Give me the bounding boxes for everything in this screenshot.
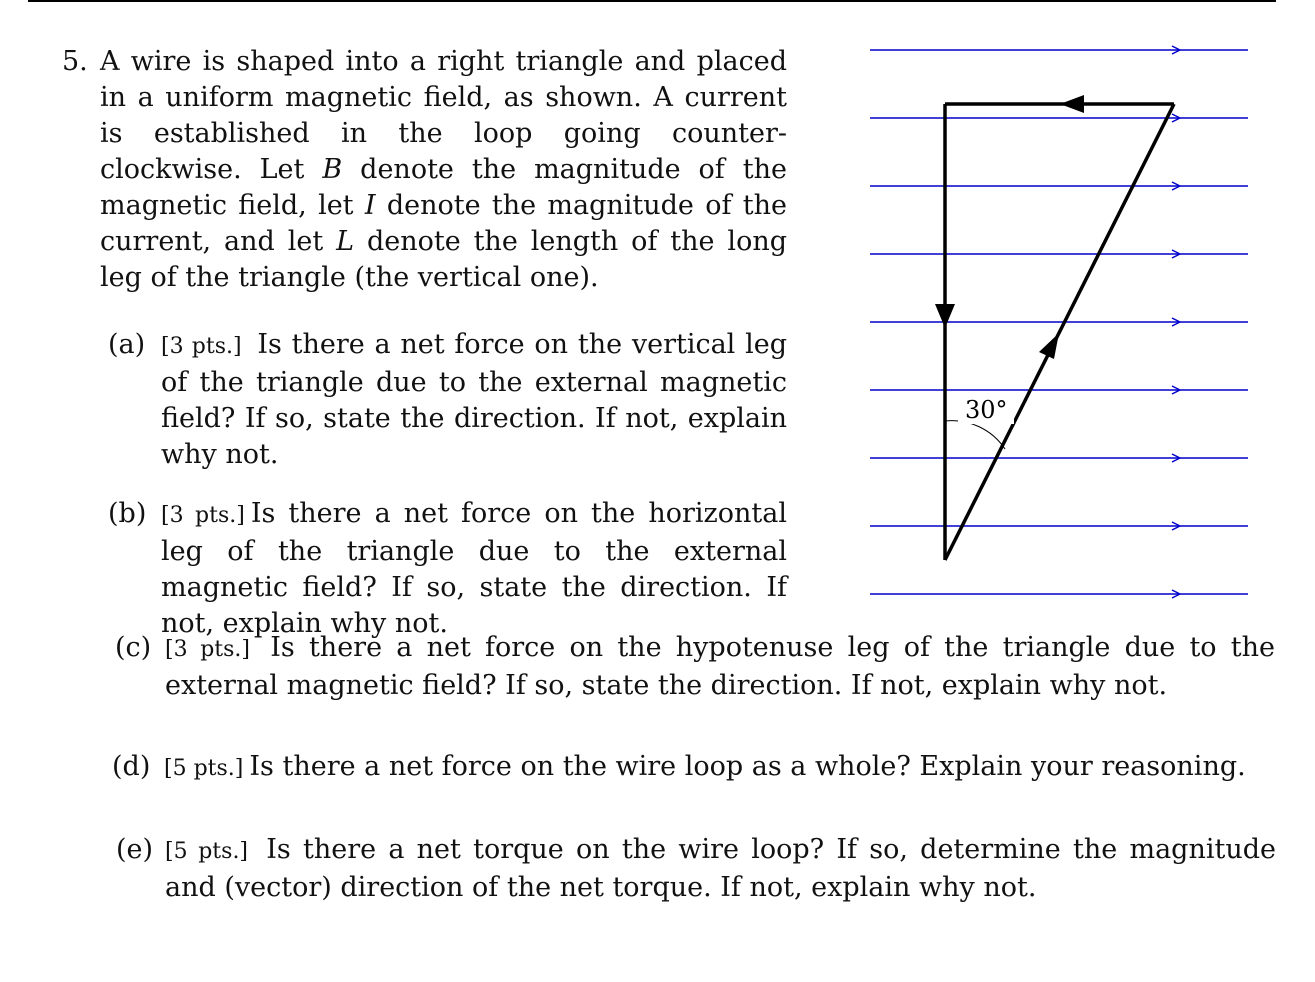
part-b-text: Is there a net force on the horizontal leg of the triangle due to the external magnetic field? If so, state the direction. If not, explain why not. bbox=[161, 498, 787, 639]
part-e-body bbox=[165, 832, 1276, 906]
part-a-points: [3 pts.] bbox=[161, 334, 242, 359]
figure-svg bbox=[860, 30, 1260, 620]
part-d-label: (d) bbox=[112, 751, 151, 782]
current-arrow-hypotenuse-icon bbox=[1039, 333, 1059, 359]
part-e-text: Is there a net torque on the wire loop? If so, determine the magnitude and (vector) direction of the net torque. If not, explain why not. bbox=[165, 834, 1276, 903]
part-c-text: Is there a net force on the hypotenuse leg of the triangle due to the external magnetic field? If so, state the direction. If not, explain why not. bbox=[165, 632, 1275, 701]
part-a bbox=[108, 327, 787, 473]
stem-text-1: A wire is shaped into a right triangle and placed in a uniform magnetic field, as shown. A current is established in the loop going counter-clockwise. Let bbox=[100, 46, 787, 185]
wire-loop bbox=[935, 95, 1174, 560]
symbol-i: I bbox=[364, 190, 376, 221]
part-c-body bbox=[165, 630, 1275, 704]
part-d-body bbox=[164, 749, 1272, 787]
top-rule bbox=[28, 0, 1276, 2]
part-b-points: [3 pts.] bbox=[161, 503, 245, 528]
part-c-label: (c) bbox=[115, 632, 152, 663]
part-e bbox=[116, 832, 1276, 906]
current-arrow-vertical-icon bbox=[935, 304, 955, 328]
stem-text-4: denote the length of the long leg of the triangle (the vertical one). bbox=[100, 226, 787, 293]
part-e-label: (e) bbox=[116, 834, 154, 865]
part-d bbox=[112, 749, 1272, 787]
part-e-points: [5 pts.] bbox=[165, 839, 249, 864]
symbol-b: B bbox=[322, 154, 343, 185]
stem-text-3: denote the magnitude of the current, and let bbox=[100, 190, 787, 257]
symbol-l: L bbox=[336, 226, 355, 257]
magnetic-field-lines bbox=[870, 46, 1248, 598]
problem-statement bbox=[62, 44, 787, 296]
wire-hypotenuse bbox=[945, 104, 1174, 560]
part-b bbox=[108, 496, 787, 642]
part-b-label: (b) bbox=[108, 498, 147, 529]
part-b-body bbox=[161, 496, 787, 642]
part-d-points: [5 pts.] bbox=[164, 756, 244, 781]
angle-arc bbox=[945, 421, 1005, 449]
part-a-label: (a) bbox=[108, 329, 146, 360]
problem-number: 5. bbox=[62, 46, 88, 77]
part-a-body bbox=[161, 327, 787, 473]
problem-stem-text bbox=[100, 44, 787, 296]
angle-label: 30° bbox=[965, 396, 1008, 424]
part-d-text: Is there a net force on the wire loop as a whole? Explain your reasoning. bbox=[249, 751, 1246, 782]
part-c-points: [3 pts.] bbox=[165, 637, 250, 662]
current-arrow-top-icon bbox=[1060, 95, 1084, 113]
triangle-loop-figure bbox=[860, 30, 1260, 620]
part-a-text: Is there a net force on the vertical leg of the triangle due to the external magnetic field? If so, state the direction. If not, explain why not. bbox=[161, 329, 787, 470]
part-c bbox=[115, 630, 1275, 704]
stem-text-2: denote the magnitude of the magnetic field, let bbox=[100, 154, 787, 221]
